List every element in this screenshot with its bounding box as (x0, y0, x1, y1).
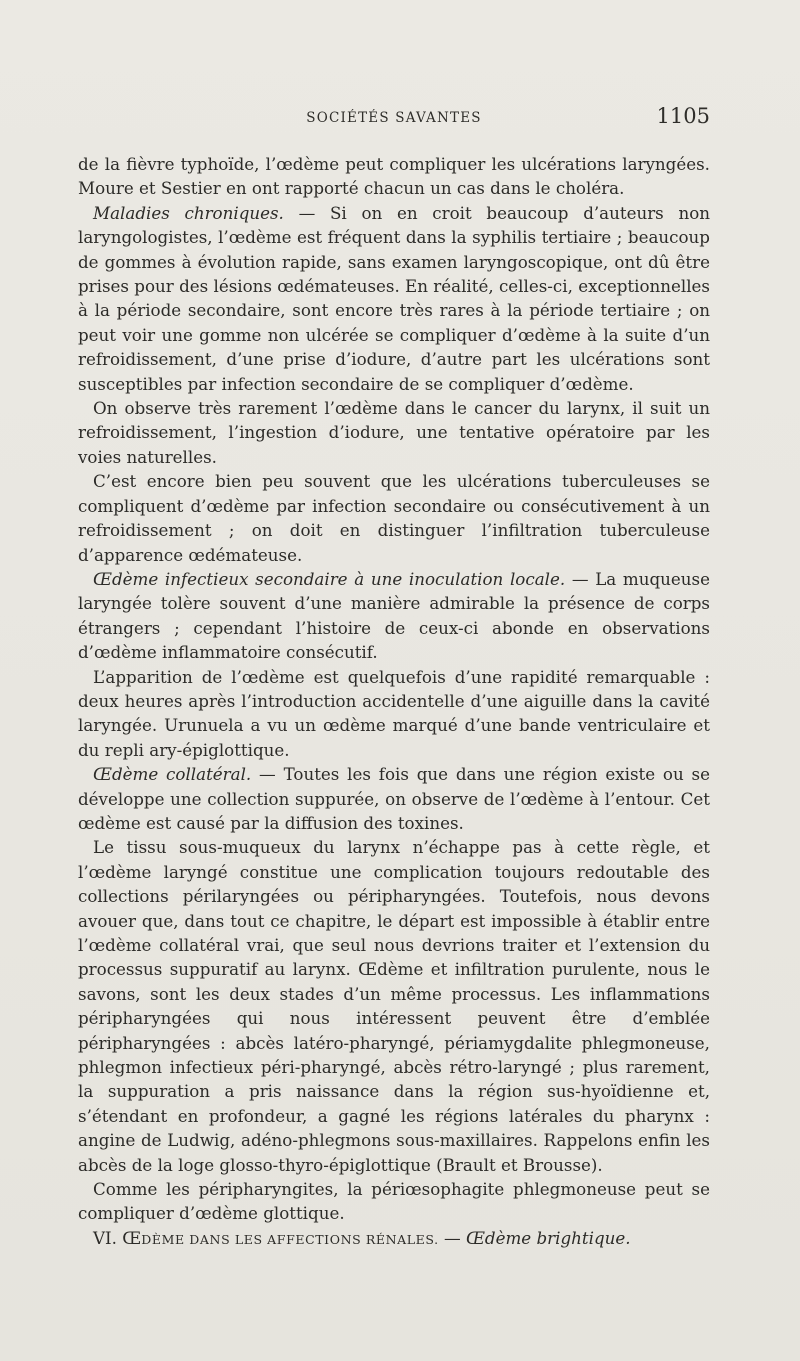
paragraph: de la fièvre typhoïde, l’œdème peut compliquer les ulcérations laryngées. Moure et Sestier en ont rapporté chacun un cas dans le choléra. (78, 154, 710, 199)
section-heading: Œdème collatéral. (93, 764, 252, 785)
section-heading: Œdème infectieux secondaire à une inoculation locale. (93, 568, 566, 589)
running-title: SOCIÉTÉS SAVANTES (306, 110, 482, 126)
paragraph: Le tissu sous-muqueux du larynx n’échappe pas à cette règle, et l’œdème laryngé constitue une complication toujours redoutable des collections périlaryngées ou péripharyngées. Toutefois, nous devons avouer que, dans tout ce chapitre, le départ est impossible à établir entre l’œdème collatéral vrai, que seul nous devrions traiter et l’extension du processus suppuratif au larynx. Œdème et infiltration purulente, nous le savons, sont les deux stades d’un même processus. Les inflammations péripharyngées qui nous intéressent peuvent être d’emblée péripharyngées : abcès latéro-pharyngé, périamygdalite phlegmoneuse, phlegmon infectieux péri-pharyngé, abcès rétro-laryngé ; plus rarement, la suppuration a pris naissance dans la région sus-hyoïdienne et, s’étendant en profondeur, a gagné les régions latérales du pharynx : angine de Ludwig, adéno-phlegmons sous-maxillaires. Rappelons enfin les abcès de la loge glosso-thyro-épiglottique (Brault et Brousse). (78, 837, 710, 1175)
page-header (78, 104, 710, 136)
body-text (78, 152, 710, 1252)
paragraph: C’est encore bien peu souvent que les ulcérations tuberculeuses se compliquent d’œdème par infection secondaire ou consécutivement à un refroidissement ; on doit en distinguer l’infiltration tuberculeuse d’apparence œdémateuse. (78, 471, 710, 565)
paragraph: Comme les péripharyngites, la périœsophagite phlegmoneuse peut se compliquer d’œdème glottique. (78, 1179, 710, 1224)
paragraph: Œdème infectieux secondaire à une inoculation locale. — La muqueuse laryngée tolère souvent d’une manière admirable la présence de corps étrangers ; cependant l’histoire de ceux-ci abonde en observations d’œdème inflammatoire consécutif. (78, 568, 710, 663)
paragraph: On observe très rarement l’œdème dans le cancer du larynx, il suit un refroidissement, l’ingestion d’iodure, une tentative opératoire par les voies naturelles. (78, 398, 710, 467)
paragraph: Œdème collatéral. — Toutes les fois que dans une région existe ou se développe une collection suppurée, on observe de l’œdème à l’entour. Cet œdème est causé par la diffusion des toxines. (78, 764, 710, 833)
page-number: 1105 (656, 104, 710, 128)
paragraph: L’apparition de l’œdème est quelquefois d’une rapidité remarquable : deux heures après l’introduction accidentelle d’une aiguille dans la cavité laryngée. Urunuela a vu un œdème marqué d’une bande ventriculaire et du repli ary-épiglottique. (78, 666, 710, 760)
chapter-heading-line: VI. ŒDÈME DANS LES AFFECTIONS RÉNALES. — Œdème brightique. (93, 1227, 631, 1248)
paragraph: Maladies chroniques. — Si on en croit beaucoup d’auteurs non laryngologistes, l’œdème est fréquent dans la syphilis tertiaire ; beaucoup de gommes à évolution rapide, sans examen laryngoscopique, ont dû être prises pour des lésions œdémateuses. En réalité, celles-ci, exceptionnelles à la période secondaire, sont encore très rares à la période tertiaire ; on peut voir une gomme non ulcérée se compliquer d’œdème à la suite d’un refroidissement, d’une prise d’iodure, d’autre part les ulcérations sont susceptibles par infection secondaire de se compliquer d’œdème. (78, 202, 710, 394)
section-heading: Maladies chroniques. (93, 202, 284, 223)
